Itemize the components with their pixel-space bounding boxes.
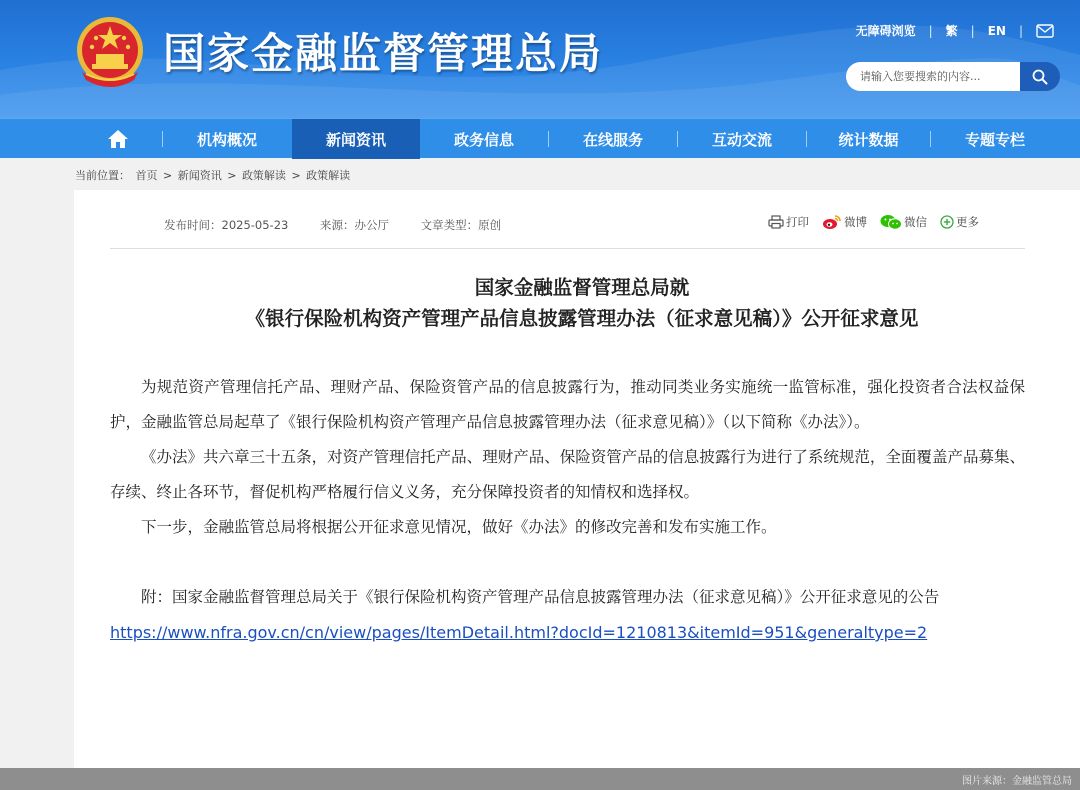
article-source: 来源：办公厅 <box>320 218 389 232</box>
nav-item-government-info[interactable]: 政务信息 <box>453 130 514 149</box>
nav-item-about[interactable]: 机构概况 <box>196 130 257 149</box>
article-title-line2: 《银行保险机构资产管理产品信息披露管理办法（征求意见稿）》公开征求意见 <box>245 307 919 330</box>
article-paragraph: 《办法》共六章三十五条，对资产管理信托产品、理财产品、保险资管产品的信息披露行为进行了系统规范，全面覆盖产品募集、存续、终止各环节，督促机构严格履行信义义务，充分保障投资者的知情权和选择权。 <box>110 448 1025 501</box>
article-title-line1: 国家金融监督管理总局就 <box>474 276 690 299</box>
print-button[interactable] <box>768 214 809 230</box>
print-label: 打印 <box>786 215 809 229</box>
announcement-link[interactable]: https://www.nfra.gov.cn/cn/view/pages/ItemDetail.html?docId=1210813&itemId=951&generaltype=2 <box>110 623 928 642</box>
meta-divider <box>110 248 1025 249</box>
util-separator: | <box>970 23 975 38</box>
weibo-label: 微博 <box>844 215 867 229</box>
weibo-icon <box>822 214 842 230</box>
attachment-note: 附：国家金融监督管理总局关于《银行保险机构资产管理产品信息披露管理办法（征求意见稿）》公开征求意见的公告 <box>141 588 940 606</box>
breadcrumb-label: 当前位置： <box>75 169 130 182</box>
breadcrumb-separator: > <box>163 169 173 182</box>
plus-circle-icon <box>940 215 954 229</box>
weibo-share-button[interactable] <box>822 214 867 230</box>
nav-home[interactable] <box>74 119 162 159</box>
mail-icon[interactable] <box>1036 24 1054 38</box>
site-header <box>0 0 1080 118</box>
nav-item-news[interactable]: 新闻资讯 <box>292 119 420 159</box>
wechat-icon <box>880 214 902 230</box>
wechat-label: 微信 <box>904 215 927 229</box>
utility-links <box>856 22 1054 39</box>
nav-item-interaction[interactable]: 互动交流 <box>711 130 772 149</box>
breadcrumb-separator: > <box>291 169 301 182</box>
image-source-watermark: 图片来源：金融监管总局 <box>962 776 1072 787</box>
article-paragraph: 下一步，金融监管总局将根据公开征求意见情况，做好《办法》的修改完善和发布实施工作。 <box>141 518 777 536</box>
printer-icon <box>768 215 784 229</box>
article-title <box>74 272 1080 334</box>
image-source-bar <box>0 768 1080 790</box>
article-meta <box>164 217 529 233</box>
publish-time: 发布时间：2025-05-23 <box>164 218 289 232</box>
search-icon <box>1032 69 1048 85</box>
home-icon <box>107 129 129 149</box>
wechat-share-button[interactable] <box>880 214 927 230</box>
more-share-button[interactable] <box>940 214 979 230</box>
national-emblem-icon[interactable] <box>72 14 148 90</box>
more-label: 更多 <box>956 215 979 229</box>
breadcrumb-policy-current[interactable]: 政策解读 <box>306 169 351 182</box>
search-box <box>846 62 1060 91</box>
nav-item-special-topics[interactable]: 专题专栏 <box>964 130 1025 149</box>
accessibility-link[interactable]: 无障碍浏览 <box>855 24 916 38</box>
main-nav <box>0 118 1080 158</box>
breadcrumb-separator: > <box>227 169 237 182</box>
share-toolbar <box>768 214 992 230</box>
site-title[interactable]: 国家金融监督管理总局 <box>163 29 604 78</box>
util-separator: | <box>1018 23 1023 38</box>
breadcrumb <box>75 167 352 183</box>
search-button[interactable] <box>1020 62 1060 91</box>
article-paragraph: 为规范资产管理信托产品、理财产品、保险资管产品的信息披露行为，推动同类业务实施统一监管标准，强化投资者合法权益保护，金融监管总局起草了《银行保险机构资产管理产品信息披露管理办法（征求意见稿）》（以下简称《办法》）。 <box>110 378 1025 431</box>
breadcrumb-policy[interactable]: 政策解读 <box>241 169 286 182</box>
english-link[interactable]: EN <box>987 23 1006 38</box>
search-input[interactable] <box>846 62 1022 91</box>
article-card <box>74 190 1080 790</box>
util-separator: | <box>928 23 933 38</box>
article-type: 文章类型：原创 <box>420 218 502 232</box>
breadcrumb-home[interactable]: 首页 <box>135 169 158 182</box>
traditional-chinese-link[interactable]: 繁 <box>945 24 958 38</box>
article-body <box>110 370 1025 650</box>
nav-item-statistics[interactable]: 统计数据 <box>838 130 899 149</box>
breadcrumb-news[interactable]: 新闻资讯 <box>177 169 222 182</box>
nav-item-online-services[interactable]: 在线服务 <box>582 130 643 149</box>
